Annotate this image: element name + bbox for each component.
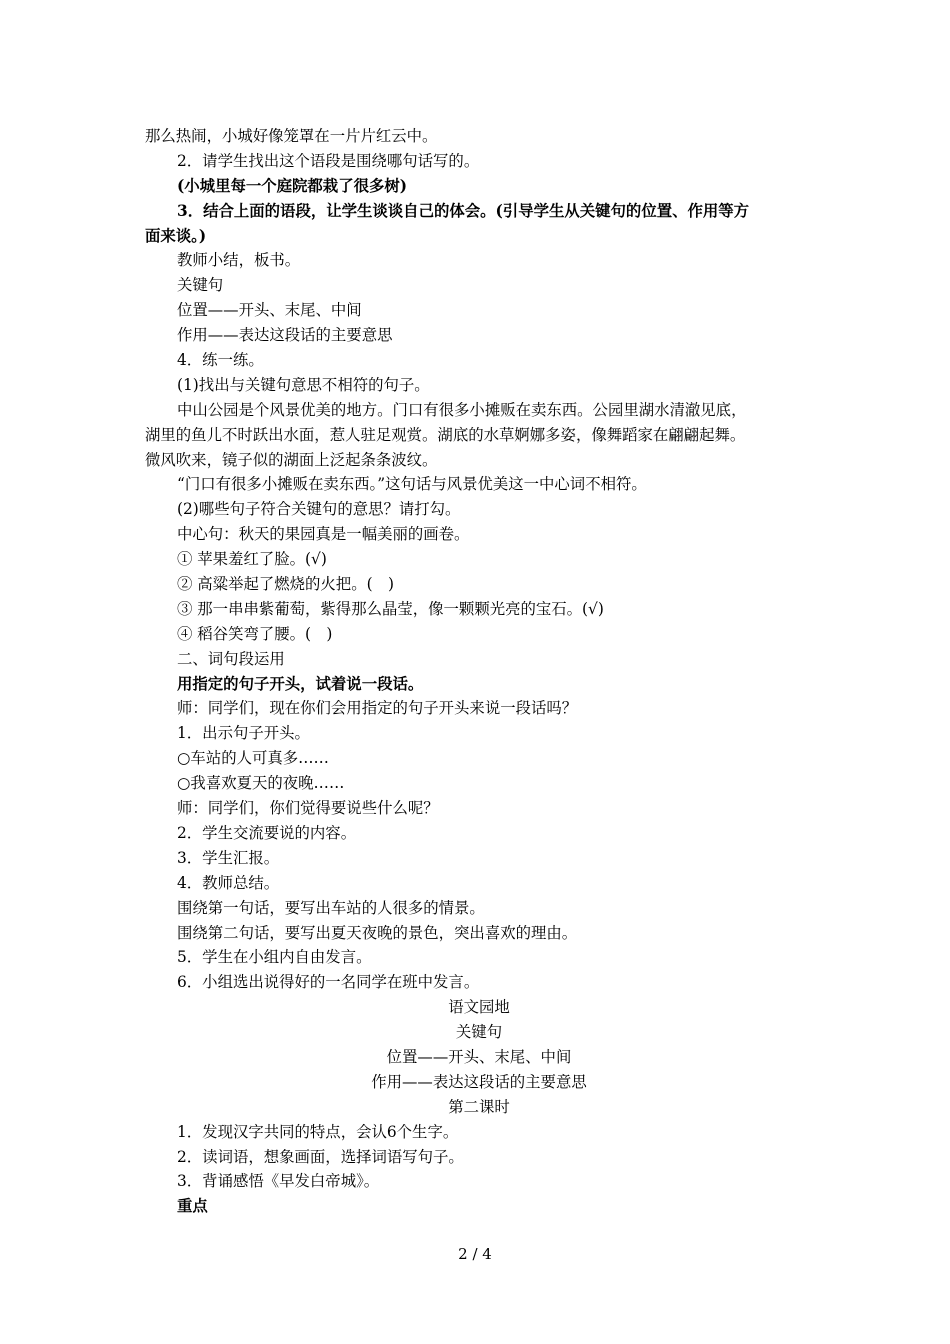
text-line: 2．读词语，想象画面，选择词语写句子。 bbox=[177, 1147, 464, 1166]
text-line: “门口有很多小摊贩在卖东西。”这句话与风景优美这一中心词不相符。 bbox=[177, 475, 647, 494]
page-number: 2 / 4 bbox=[458, 1245, 492, 1263]
text-line: 3．学生汇报。 bbox=[177, 848, 280, 867]
board-text-line: 语文园地 bbox=[448, 998, 510, 1017]
text-line: 师：同学们，你们觉得要说些什么呢？ bbox=[177, 799, 439, 818]
text-line: 中山公园是个风景优美的地方。门口有很多小摊贩在卖东西。公园里湖水清澈见底， bbox=[177, 400, 747, 419]
text-line: 作用——表达这段话的主要意思 bbox=[177, 326, 393, 345]
text-line: 那么热闹，小城好像笼罩在一片片红云中。 bbox=[145, 127, 438, 145]
text-line: 二、词句段运用 bbox=[177, 649, 285, 668]
text-line: 位置——开头、末尾、中间 bbox=[177, 301, 362, 320]
text-line: 2．请学生找出这个语段是围绕哪句话写的。 bbox=[177, 151, 480, 170]
text-line: ① 苹果羞红了脸。(√) bbox=[177, 550, 327, 569]
text-line: 5．学生在小组内自由发言。 bbox=[177, 948, 372, 967]
text-line: 6．小组选出说得好的一名同学在班中发言。 bbox=[177, 973, 480, 992]
text-line: (小城里每一个庭院都栽了很多树) bbox=[177, 176, 408, 195]
text-line: 湖里的鱼儿不时跃出水面，惹人驻足观赏。湖底的水草婀娜多姿，像舞蹈家在翩翩起舞。 bbox=[145, 425, 746, 444]
board-text-line: 关键句 bbox=[455, 1023, 503, 1042]
board-text-line: 第二课时 bbox=[448, 1097, 510, 1116]
text-line: 教师小结，板书。 bbox=[177, 251, 301, 270]
text-line: ③ 那一串串紫葡萄，紫得那么晶莹，像一颗颗光亮的宝石。(√) bbox=[177, 599, 604, 618]
text-line: 1．出示句子开头。 bbox=[177, 724, 310, 743]
text-line: ○车站的人可真多…… bbox=[177, 749, 329, 768]
text-line: 中心句：秋天的果园真是一幅美丽的画卷。 bbox=[177, 525, 470, 544]
text-line: ○我喜欢夏天的夜晚…… bbox=[177, 774, 345, 793]
text-line: 1．发现汉字共同的特点，会认6个生字。 bbox=[177, 1122, 459, 1141]
text-line: 微风吹来，镜子似的湖面上泛起条条波纹。 bbox=[145, 450, 438, 469]
text-line: 2．学生交流要说的内容。 bbox=[177, 823, 357, 842]
text-line: ② 高粱举起了燃烧的火把。( ) bbox=[177, 575, 394, 594]
text-line: 用指定的句子开头，试着说一段话。 bbox=[177, 674, 424, 693]
text-line: 围绕第二句话，要写出夏天夜晚的景色，突出喜欢的理由。 bbox=[177, 923, 578, 942]
text-line: 4．练一练。 bbox=[177, 351, 264, 370]
document-body bbox=[145, 124, 813, 1219]
board-text-line: 位置——开头、末尾、中间 bbox=[386, 1047, 572, 1066]
text-line: 3．结合上面的语段，让学生谈谈自己的体会。(引导学生从关键句的位置、作用等方 bbox=[177, 201, 750, 220]
text-line: 面来谈。) bbox=[145, 226, 207, 245]
text-line: 3．背诵感悟《早发白帝城》。 bbox=[177, 1172, 380, 1191]
text-line: (1)找出与关键句意思不相符的句子。 bbox=[177, 375, 430, 394]
text-line: 围绕第一句话，要写出车站的人很多的情景。 bbox=[177, 898, 485, 917]
text-line: 重点 bbox=[177, 1197, 208, 1216]
text-line: 关键句 bbox=[177, 276, 224, 295]
text-line: (2)哪些句子符合关键句的意思？请打勾。 bbox=[177, 500, 461, 519]
text-line: 师：同学们，现在你们会用指定的句子开头来说一段话吗？ bbox=[177, 699, 578, 718]
text-line: ④ 稻谷笑弯了腰。( ) bbox=[177, 624, 333, 643]
board-text-line: 作用——表达这段话的主要意思 bbox=[371, 1072, 587, 1091]
text-line: 4．教师总结。 bbox=[177, 873, 280, 892]
